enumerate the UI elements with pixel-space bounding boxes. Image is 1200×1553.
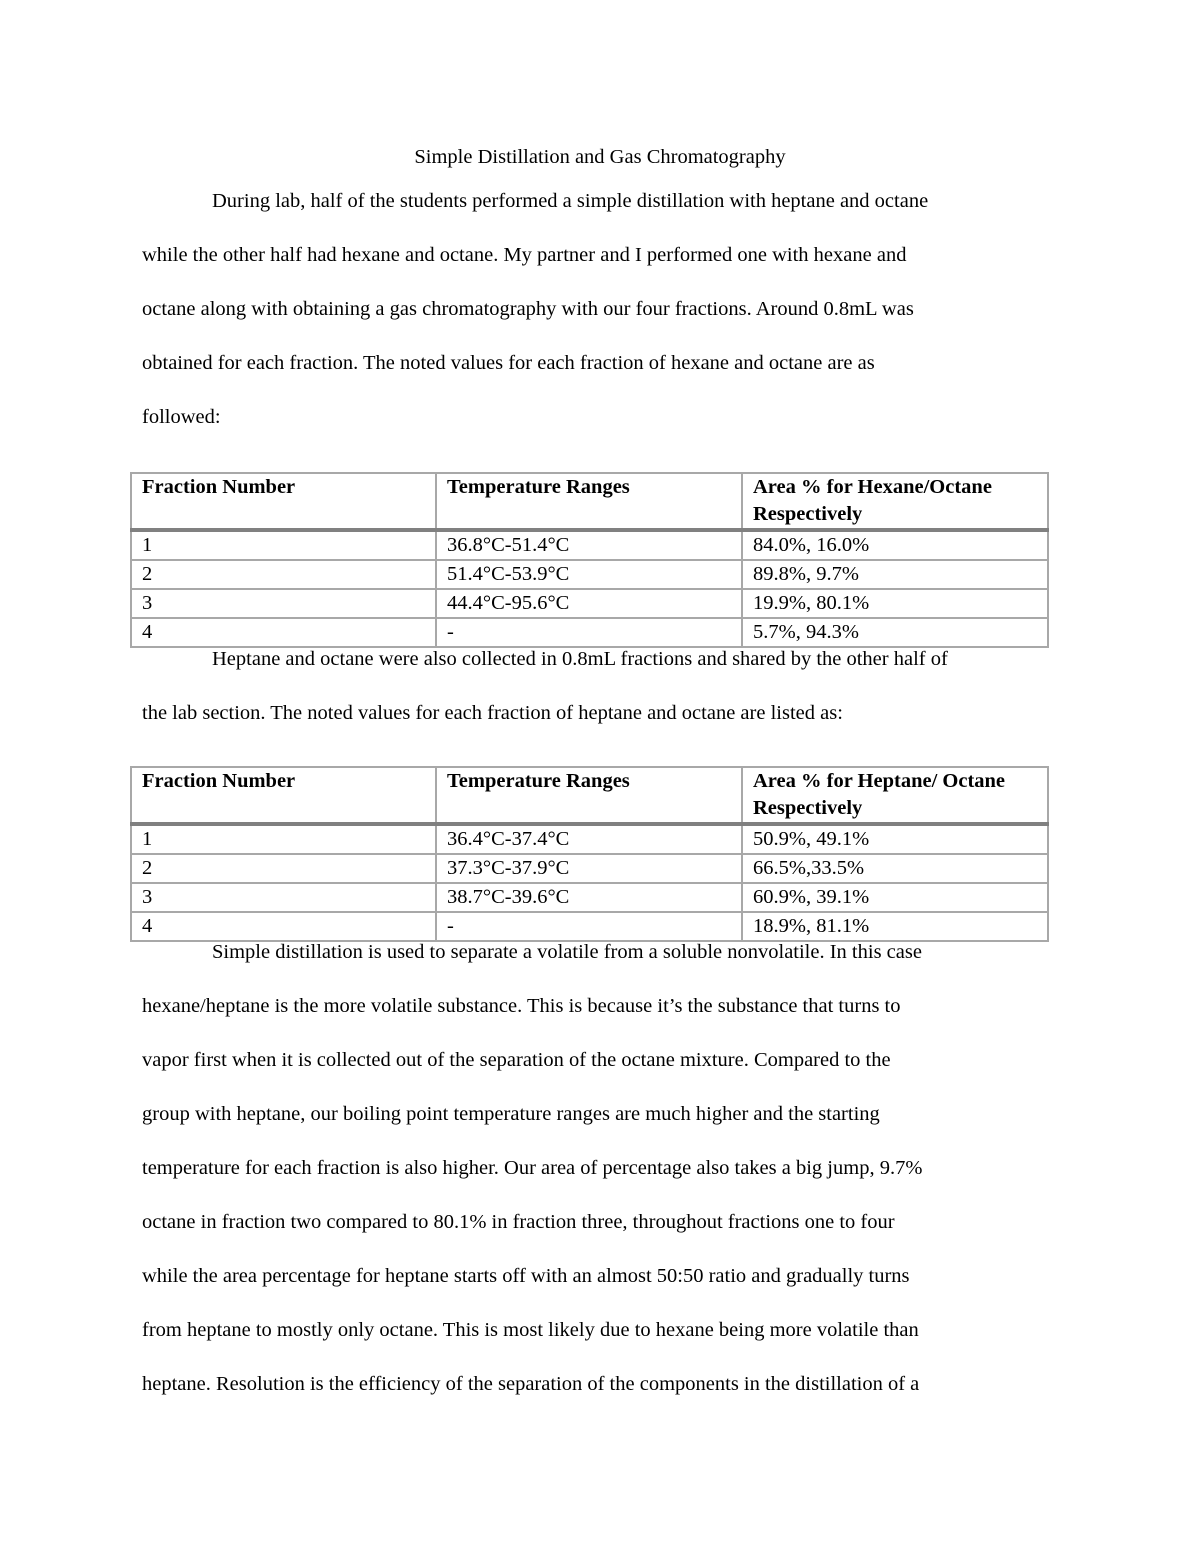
- text-line: hexane/heptane is the more volatile substance. This is because it’s the substance that turns to: [142, 995, 901, 1017]
- cell-fraction: 1: [131, 530, 436, 560]
- text-line: the lab section. The noted values for each fraction of heptane and octane are listed as:: [142, 702, 843, 724]
- table-row: [131, 589, 1048, 618]
- text-line: Heptane and octane were also collected in 0.8mL fractions and shared by the other half of: [212, 648, 948, 670]
- table-header-row: [131, 473, 1048, 530]
- cell-temperature: 36.4°C-37.4°C: [436, 824, 742, 854]
- text-line: while the area percentage for heptane starts off with an almost 50:50 ratio and gradually turns: [142, 1265, 910, 1287]
- cell-temperature: 51.4°C-53.9°C: [436, 560, 742, 589]
- header-area-percent: Area % for Hexane/Octane Respectively: [742, 473, 1048, 530]
- table-row: [131, 560, 1048, 589]
- cell-fraction: 4: [131, 912, 436, 941]
- table-row: [131, 824, 1048, 854]
- text-line: group with heptane, our boiling point temperature ranges are much higher and the starting: [142, 1103, 880, 1125]
- header-fraction-number: Fraction Number: [131, 767, 436, 824]
- document-title: Simple Distillation and Gas Chromatography: [414, 146, 786, 168]
- cell-area: 89.8%, 9.7%: [742, 560, 1048, 589]
- paragraph-intro: [142, 187, 1062, 457]
- cell-temperature: 36.8°C-51.4°C: [436, 530, 742, 560]
- cell-fraction: 1: [131, 824, 436, 854]
- text-line: while the other half had hexane and octane. My partner and I performed one with hexane and: [142, 244, 907, 266]
- cell-temperature: -: [436, 618, 742, 647]
- text-line: temperature for each fraction is also higher. Our area of percentage also takes a big jump, 9.7%: [142, 1157, 923, 1179]
- paragraph-discussion: [142, 938, 1062, 1424]
- cell-temperature: 38.7°C-39.6°C: [436, 883, 742, 912]
- table-row: [131, 854, 1048, 883]
- header-area-percent: Area % for Heptane/ Octane Respectively: [742, 767, 1048, 824]
- cell-area: 5.7%, 94.3%: [742, 618, 1048, 647]
- cell-temperature: 37.3°C-37.9°C: [436, 854, 742, 883]
- hexane-octane-table: [130, 472, 1049, 648]
- text-line: heptane. Resolution is the efficiency of the separation of the components in the distillation of a: [142, 1373, 920, 1395]
- cell-area: 66.5%,33.5%: [742, 854, 1048, 883]
- cell-area: 50.9%, 49.1%: [742, 824, 1048, 854]
- table-row: [131, 912, 1048, 941]
- text-line: vapor first when it is collected out of the separation of the octane mixture. Compared to the: [142, 1049, 891, 1071]
- text-line: from heptane to mostly only octane. This is most likely due to hexane being more volatile than: [142, 1319, 919, 1341]
- header-temperature-ranges: Temperature Ranges: [436, 473, 742, 530]
- text-line: obtained for each fraction. The noted values for each fraction of hexane and octane are as: [142, 352, 875, 374]
- text-line: Simple distillation is used to separate a volatile from a soluble nonvolatile. In this case: [212, 941, 922, 963]
- table-header-row: [131, 767, 1048, 824]
- text-line: octane along with obtaining a gas chromatography with our four fractions. Around 0.8mL was: [142, 298, 914, 320]
- cell-area: 19.9%, 80.1%: [742, 589, 1048, 618]
- paragraph-heptane: [142, 645, 1062, 753]
- table-row: [131, 530, 1048, 560]
- table-row: [131, 883, 1048, 912]
- cell-fraction: 2: [131, 854, 436, 883]
- header-temperature-ranges: Temperature Ranges: [436, 767, 742, 824]
- cell-area: 84.0%, 16.0%: [742, 530, 1048, 560]
- cell-fraction: 2: [131, 560, 436, 589]
- cell-temperature: -: [436, 912, 742, 941]
- text-line: During lab, half of the students performed a simple distillation with heptane and octane: [212, 190, 929, 212]
- table-row: [131, 618, 1048, 647]
- heptane-octane-table: [130, 766, 1049, 942]
- cell-area: 18.9%, 81.1%: [742, 912, 1048, 941]
- cell-fraction: 3: [131, 883, 436, 912]
- cell-area: 60.9%, 39.1%: [742, 883, 1048, 912]
- text-line: followed:: [142, 406, 221, 428]
- cell-fraction: 3: [131, 589, 436, 618]
- cell-fraction: 4: [131, 618, 436, 647]
- cell-temperature: 44.4°C-95.6°C: [436, 589, 742, 618]
- header-fraction-number: Fraction Number: [131, 473, 436, 530]
- text-line: octane in fraction two compared to 80.1% in fraction three, throughout fractions one to four: [142, 1211, 895, 1233]
